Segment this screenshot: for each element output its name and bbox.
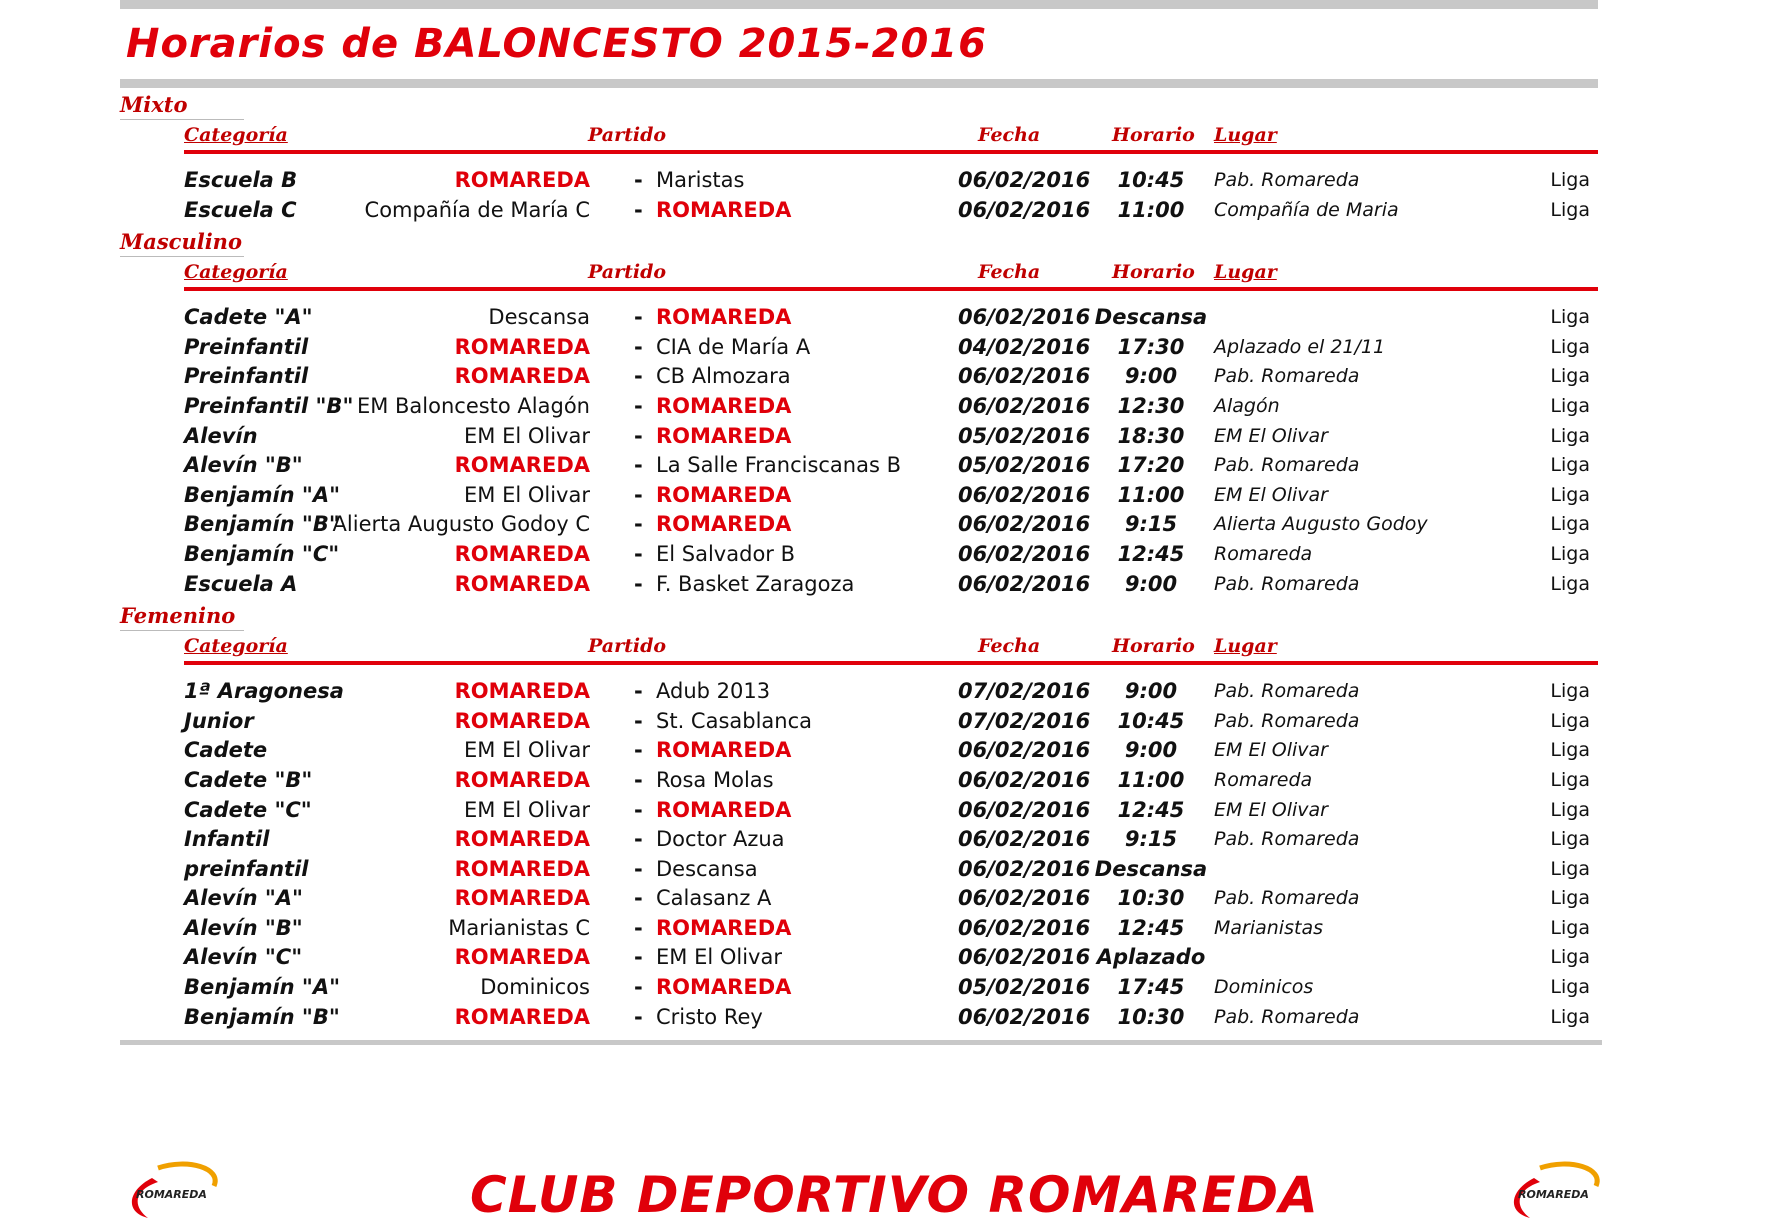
home-team-cell: ROMAREDA bbox=[454, 827, 590, 852]
category-cell: Cadete bbox=[184, 738, 268, 763]
header-horario: Horario bbox=[1112, 635, 1195, 658]
match-row bbox=[120, 825, 1598, 855]
competition-cell: Liga bbox=[1550, 394, 1590, 417]
match-separator: - bbox=[634, 708, 643, 733]
competition-cell: Liga bbox=[1550, 887, 1590, 910]
match-list bbox=[120, 166, 1598, 225]
date-cell: 04/02/2016 bbox=[958, 334, 1091, 359]
header-lugar: Lugar bbox=[1214, 124, 1277, 146]
time-cell: 9:00 bbox=[1124, 571, 1178, 596]
date-cell: 06/02/2016 bbox=[958, 945, 1091, 970]
match-separator: - bbox=[634, 767, 643, 792]
header-lugar: Lugar bbox=[1214, 635, 1277, 658]
match-row bbox=[120, 855, 1598, 885]
time-cell: 9:15 bbox=[1124, 827, 1178, 852]
away-team-cell: Doctor Azua bbox=[656, 827, 785, 852]
competition-cell: Liga bbox=[1550, 798, 1590, 821]
header-horario: Horario bbox=[1112, 261, 1195, 284]
venue-cell: Pab. Romareda bbox=[1214, 454, 1360, 477]
header-categoria: Categoría bbox=[184, 261, 288, 284]
category-cell: Escuela C bbox=[184, 197, 297, 222]
away-team-cell: F. Basket Zaragoza bbox=[656, 571, 855, 596]
time-cell: 12:30 bbox=[1117, 393, 1185, 418]
home-team-cell: Marianistas C bbox=[448, 915, 590, 940]
venue-cell: EM El Olivar bbox=[1214, 483, 1328, 506]
date-cell: 06/02/2016 bbox=[958, 512, 1091, 537]
time-cell: 9:00 bbox=[1124, 738, 1178, 763]
category-cell: Benjamín "A" bbox=[184, 482, 341, 507]
category-cell: Alevín "B" bbox=[184, 915, 303, 940]
away-team-cell: ROMAREDA bbox=[656, 738, 792, 763]
venue-cell: Pab. Romareda bbox=[1214, 169, 1360, 191]
match-separator: - bbox=[634, 393, 643, 418]
away-team-cell: ROMAREDA bbox=[656, 197, 792, 222]
category-cell: preinfantil bbox=[184, 856, 309, 881]
away-team-cell: Cristo Rey bbox=[656, 1004, 763, 1029]
date-cell: 06/02/2016 bbox=[958, 856, 1091, 881]
away-team-cell: Descansa bbox=[656, 856, 758, 881]
header-partido: Partido bbox=[588, 124, 667, 146]
home-team-cell: ROMAREDA bbox=[454, 708, 590, 733]
date-cell: 07/02/2016 bbox=[958, 679, 1091, 704]
competition-cell: Liga bbox=[1550, 857, 1590, 880]
away-team-cell: El Salvador B bbox=[656, 541, 796, 566]
away-team-cell: Rosa Molas bbox=[656, 767, 774, 792]
category-cell: Alevín "C" bbox=[184, 945, 303, 970]
competition-cell: Liga bbox=[1550, 365, 1590, 388]
venue-cell: Dominicos bbox=[1214, 976, 1314, 999]
date-cell: 05/02/2016 bbox=[958, 975, 1091, 1000]
competition-cell: Liga bbox=[1550, 768, 1590, 791]
competition-cell: Liga bbox=[1550, 335, 1590, 358]
match-list bbox=[120, 677, 1598, 1032]
header-fecha: Fecha bbox=[978, 124, 1041, 146]
competition-cell: Liga bbox=[1550, 483, 1590, 506]
category-cell: Preinfantil "B" bbox=[184, 393, 354, 418]
match-row bbox=[120, 570, 1598, 600]
venue-cell: Alierta Augusto Godoy bbox=[1214, 513, 1428, 536]
time-cell: 17:30 bbox=[1117, 334, 1185, 359]
header-lugar: Lugar bbox=[1214, 261, 1277, 284]
venue-cell: Pab. Romareda bbox=[1214, 680, 1360, 703]
match-row bbox=[120, 884, 1598, 914]
category-cell: Preinfantil bbox=[184, 364, 309, 389]
date-cell: 06/02/2016 bbox=[958, 767, 1091, 792]
match-separator: - bbox=[634, 453, 643, 478]
away-team-cell: CB Almozara bbox=[656, 364, 791, 389]
category-cell: Benjamín "B" bbox=[184, 512, 340, 537]
time-cell: Aplazado bbox=[1096, 945, 1206, 970]
match-row bbox=[120, 677, 1598, 707]
match-separator: - bbox=[634, 305, 643, 330]
category-cell: Cadete "B" bbox=[184, 767, 313, 792]
match-separator: - bbox=[634, 512, 643, 537]
category-cell: Cadete "A" bbox=[184, 305, 313, 330]
time-cell: Descansa bbox=[1094, 856, 1208, 881]
bottom-rule bbox=[120, 1040, 1602, 1045]
time-cell: 17:45 bbox=[1117, 975, 1185, 1000]
match-row bbox=[120, 707, 1598, 737]
competition-cell: Liga bbox=[1550, 916, 1590, 939]
match-row bbox=[120, 796, 1598, 826]
competition-cell: Liga bbox=[1550, 306, 1590, 329]
category-cell: Cadete "C" bbox=[184, 797, 312, 822]
away-team-cell: La Salle Franciscanas B bbox=[656, 453, 902, 478]
home-team-cell: ROMAREDA bbox=[454, 571, 590, 596]
category-cell: 1ª Aragonesa bbox=[184, 679, 344, 704]
away-team-cell: ROMAREDA bbox=[656, 512, 792, 537]
category-cell: Benjamín "B" bbox=[184, 1004, 340, 1029]
competition-cell: Liga bbox=[1550, 739, 1590, 762]
date-cell: 06/02/2016 bbox=[958, 541, 1091, 566]
schedule-section bbox=[120, 227, 1598, 599]
match-row bbox=[120, 451, 1598, 481]
away-team-cell: Maristas bbox=[656, 168, 745, 192]
match-row bbox=[120, 196, 1598, 226]
date-cell: 06/02/2016 bbox=[958, 168, 1091, 192]
home-team-cell: EM El Olivar bbox=[464, 738, 590, 763]
match-row bbox=[120, 392, 1598, 422]
away-team-cell: CIA de María A bbox=[656, 334, 811, 359]
competition-cell: Liga bbox=[1550, 976, 1590, 999]
date-cell: 06/02/2016 bbox=[958, 364, 1091, 389]
venue-cell: Pab. Romareda bbox=[1214, 1005, 1360, 1028]
date-cell: 05/02/2016 bbox=[958, 453, 1091, 478]
match-separator: - bbox=[634, 423, 643, 448]
competition-cell: Liga bbox=[1550, 1005, 1590, 1028]
home-team-cell: EM El Olivar bbox=[464, 423, 590, 448]
sections-container bbox=[120, 90, 1598, 1032]
home-team-cell: ROMAREDA bbox=[454, 168, 590, 192]
club-name: CLUB DEPORTIVO ROMAREDA bbox=[470, 1166, 1319, 1224]
category-cell: Escuela A bbox=[184, 571, 298, 596]
date-cell: 06/02/2016 bbox=[958, 305, 1091, 330]
home-team-cell: ROMAREDA bbox=[454, 856, 590, 881]
time-cell: 18:30 bbox=[1117, 423, 1185, 448]
category-cell: Benjamín "A" bbox=[184, 975, 341, 1000]
venue-cell: EM El Olivar bbox=[1214, 798, 1328, 821]
match-separator: - bbox=[634, 856, 643, 881]
match-row bbox=[120, 540, 1598, 570]
date-cell: 06/02/2016 bbox=[958, 393, 1091, 418]
club-logo-icon bbox=[1500, 1160, 1604, 1222]
home-team-cell: Compañía de María C bbox=[364, 197, 590, 222]
match-separator: - bbox=[634, 364, 643, 389]
venue-cell: Pab. Romareda bbox=[1214, 887, 1360, 910]
venue-cell: Pab. Romareda bbox=[1214, 572, 1360, 595]
category-cell: Benjamín "C" bbox=[184, 541, 340, 566]
competition-cell: Liga bbox=[1550, 169, 1590, 191]
match-separator: - bbox=[634, 541, 643, 566]
svg-text:ROMAREDA: ROMAREDA bbox=[136, 1188, 207, 1201]
time-cell: 12:45 bbox=[1117, 541, 1185, 566]
time-cell: 10:45 bbox=[1117, 708, 1185, 733]
match-separator: - bbox=[634, 797, 643, 822]
competition-cell: Liga bbox=[1550, 198, 1590, 221]
home-team-cell: ROMAREDA bbox=[454, 767, 590, 792]
competition-cell: Liga bbox=[1550, 828, 1590, 851]
match-separator: - bbox=[634, 975, 643, 1000]
away-team-cell: St. Casablanca bbox=[656, 708, 813, 733]
match-row bbox=[120, 943, 1598, 973]
schedule-section bbox=[120, 601, 1598, 1032]
competition-cell: Liga bbox=[1550, 946, 1590, 969]
category-cell: Alevín "B" bbox=[184, 453, 303, 478]
home-team-cell: ROMAREDA bbox=[454, 364, 590, 389]
match-separator: - bbox=[634, 827, 643, 852]
time-cell: 11:00 bbox=[1117, 767, 1185, 792]
header-partido: Partido bbox=[588, 635, 667, 658]
home-team-cell: ROMAREDA bbox=[454, 886, 590, 911]
away-team-cell: ROMAREDA bbox=[656, 305, 792, 330]
date-cell: 06/02/2016 bbox=[958, 797, 1091, 822]
match-row bbox=[120, 362, 1598, 392]
schedule-document bbox=[120, 0, 1598, 1045]
column-header-row bbox=[184, 120, 1598, 154]
time-cell: 11:00 bbox=[1117, 482, 1185, 507]
header-categoria: Categoría bbox=[184, 124, 288, 146]
match-separator: - bbox=[634, 679, 643, 704]
date-cell: 06/02/2016 bbox=[958, 571, 1091, 596]
away-team-cell: ROMAREDA bbox=[656, 797, 792, 822]
header-fecha: Fecha bbox=[978, 635, 1041, 658]
time-cell: 11:00 bbox=[1117, 197, 1185, 222]
home-team-cell: ROMAREDA bbox=[454, 541, 590, 566]
time-cell: 9:15 bbox=[1124, 512, 1178, 537]
date-cell: 06/02/2016 bbox=[958, 482, 1091, 507]
away-team-cell: Calasanz A bbox=[656, 886, 772, 911]
column-header-row bbox=[184, 257, 1598, 291]
time-cell: Descansa bbox=[1094, 305, 1208, 330]
home-team-cell: ROMAREDA bbox=[454, 1004, 590, 1029]
competition-cell: Liga bbox=[1550, 680, 1590, 703]
svg-text:ROMAREDA: ROMAREDA bbox=[1518, 1188, 1589, 1201]
venue-cell: Pab. Romareda bbox=[1214, 709, 1360, 732]
category-cell: Infantil bbox=[184, 827, 270, 852]
home-team-cell: ROMAREDA bbox=[454, 679, 590, 704]
home-team-cell: ROMAREDA bbox=[454, 453, 590, 478]
competition-cell: Liga bbox=[1550, 572, 1590, 595]
match-row bbox=[120, 510, 1598, 540]
venue-cell: EM El Olivar bbox=[1214, 739, 1328, 762]
category-cell: Alevín "A" bbox=[184, 886, 303, 911]
time-cell: 9:00 bbox=[1124, 364, 1178, 389]
away-team-cell: ROMAREDA bbox=[656, 423, 792, 448]
time-cell: 10:30 bbox=[1117, 886, 1185, 911]
schedule-section bbox=[120, 90, 1598, 225]
home-team-cell: ROMAREDA bbox=[454, 945, 590, 970]
time-cell: 12:45 bbox=[1117, 915, 1185, 940]
club-logo-icon bbox=[118, 1160, 222, 1222]
away-team-cell: Adub 2013 bbox=[656, 679, 771, 704]
competition-cell: Liga bbox=[1550, 424, 1590, 447]
venue-cell: Romareda bbox=[1214, 542, 1313, 565]
category-cell: Junior bbox=[184, 708, 254, 733]
match-separator: - bbox=[634, 915, 643, 940]
match-separator: - bbox=[634, 197, 643, 222]
competition-cell: Liga bbox=[1550, 709, 1590, 732]
venue-cell: EM El Olivar bbox=[1214, 424, 1328, 447]
away-team-cell: EM El Olivar bbox=[656, 945, 782, 970]
date-cell: 06/02/2016 bbox=[958, 886, 1091, 911]
match-list bbox=[120, 303, 1598, 599]
time-cell: 12:45 bbox=[1117, 797, 1185, 822]
date-cell: 06/02/2016 bbox=[958, 738, 1091, 763]
match-row bbox=[120, 1003, 1598, 1033]
category-cell: Escuela B bbox=[184, 168, 298, 192]
away-team-cell: ROMAREDA bbox=[656, 482, 792, 507]
venue-cell: Marianistas bbox=[1214, 916, 1323, 939]
match-separator: - bbox=[634, 945, 643, 970]
match-row bbox=[120, 736, 1598, 766]
venue-cell: Romareda bbox=[1214, 768, 1313, 791]
match-separator: - bbox=[634, 334, 643, 359]
away-team-cell: ROMAREDA bbox=[656, 915, 792, 940]
header-categoria: Categoría bbox=[184, 635, 288, 658]
time-cell: 9:00 bbox=[1124, 679, 1178, 704]
home-team-cell: EM Baloncesto Alagón bbox=[356, 393, 590, 418]
match-row bbox=[120, 914, 1598, 944]
column-header-row bbox=[184, 631, 1598, 665]
time-cell: 17:20 bbox=[1117, 453, 1185, 478]
match-row bbox=[120, 766, 1598, 796]
match-separator: - bbox=[634, 168, 643, 192]
away-team-cell: ROMAREDA bbox=[656, 975, 792, 1000]
time-cell: 10:30 bbox=[1117, 1004, 1185, 1029]
home-team-cell: Dominicos bbox=[480, 975, 590, 1000]
date-cell: 06/02/2016 bbox=[958, 197, 1091, 222]
home-team-cell: EM El Olivar bbox=[464, 482, 590, 507]
date-cell: 06/02/2016 bbox=[958, 1004, 1091, 1029]
home-team-cell: ROMAREDA bbox=[454, 334, 590, 359]
category-cell: Preinfantil bbox=[184, 334, 309, 359]
match-row bbox=[120, 973, 1598, 1003]
title-rule bbox=[120, 79, 1598, 88]
match-separator: - bbox=[634, 482, 643, 507]
match-row bbox=[120, 166, 1598, 196]
venue-cell: Alagón bbox=[1214, 394, 1280, 417]
section-label: Femenino bbox=[120, 601, 244, 631]
date-cell: 06/02/2016 bbox=[958, 915, 1091, 940]
match-row bbox=[120, 422, 1598, 452]
match-separator: - bbox=[634, 571, 643, 596]
match-separator: - bbox=[634, 886, 643, 911]
page-title: Horarios de BALONCESTO 2015-2016 bbox=[126, 21, 987, 67]
venue-cell: Compañía de Maria bbox=[1214, 198, 1399, 221]
venue-cell: Aplazado el 21/11 bbox=[1214, 335, 1386, 358]
match-separator: - bbox=[634, 738, 643, 763]
time-cell: 10:45 bbox=[1117, 168, 1185, 192]
home-team-cell: Alierta Augusto Godoy C bbox=[332, 512, 590, 537]
home-team-cell: EM El Olivar bbox=[464, 797, 590, 822]
competition-cell: Liga bbox=[1550, 542, 1590, 565]
match-separator: - bbox=[634, 1004, 643, 1029]
away-team-cell: ROMAREDA bbox=[656, 393, 792, 418]
match-row bbox=[120, 303, 1598, 333]
venue-cell: Pab. Romareda bbox=[1214, 828, 1360, 851]
competition-cell: Liga bbox=[1550, 513, 1590, 536]
page-footer bbox=[0, 1160, 1790, 1230]
home-team-cell: Descansa bbox=[488, 305, 590, 330]
competition-cell: Liga bbox=[1550, 454, 1590, 477]
header-fecha: Fecha bbox=[978, 261, 1041, 284]
header-horario: Horario bbox=[1112, 124, 1195, 146]
top-rule bbox=[120, 0, 1598, 9]
category-cell: Alevín bbox=[184, 423, 258, 448]
section-label: Masculino bbox=[120, 227, 244, 257]
match-row bbox=[120, 333, 1598, 363]
venue-cell: Pab. Romareda bbox=[1214, 365, 1360, 388]
match-row bbox=[120, 481, 1598, 511]
header-partido: Partido bbox=[588, 261, 667, 284]
section-label: Mixto bbox=[120, 90, 244, 120]
date-cell: 07/02/2016 bbox=[958, 708, 1091, 733]
date-cell: 05/02/2016 bbox=[958, 423, 1091, 448]
date-cell: 06/02/2016 bbox=[958, 827, 1091, 852]
